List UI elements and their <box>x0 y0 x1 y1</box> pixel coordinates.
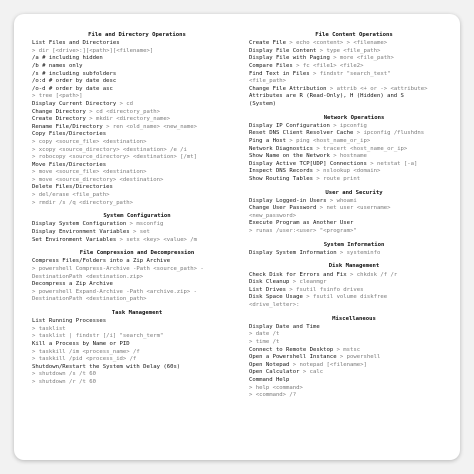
line-command: > ipconfig <box>329 122 367 129</box>
line-label: Inspect DNS Records <box>249 168 313 175</box>
line-command: > more <file_path> <box>329 55 394 62</box>
command-line <box>32 78 242 86</box>
command-line <box>249 354 459 362</box>
section-title: System Configuration <box>103 213 171 220</box>
line-label: /o:d # order by date desc <box>32 78 117 85</box>
line-command: > shutdown /r /t 60 <box>32 378 96 385</box>
command-line <box>249 324 459 332</box>
line-label: Create Directory <box>32 116 86 123</box>
line-command: > type <file_path> <box>316 47 381 54</box>
command-line <box>249 279 459 287</box>
command-line <box>249 294 459 302</box>
command-line <box>249 228 459 236</box>
line-command: > cd <box>116 100 134 107</box>
command-line <box>32 341 242 349</box>
line-command: > whoami <box>326 197 357 204</box>
line-label: Network Diagnostics <box>249 145 313 152</box>
command-line <box>249 339 459 347</box>
section-title: Task Management <box>111 310 163 317</box>
line-command: > time /t <box>249 339 280 346</box>
line-command: > msconfig <box>126 221 164 228</box>
line-label: Disk Cleanup <box>249 279 290 286</box>
command-line <box>32 116 242 124</box>
line-label: Display Environment Variables <box>32 229 130 236</box>
command-line <box>32 221 242 229</box>
command-line <box>249 93 459 101</box>
line-label: Check Disk for Errors and Fix <box>249 271 347 278</box>
line-label: Display Logged-in Users <box>249 197 327 204</box>
line-label: Connect to Remote Desktop <box>249 346 334 353</box>
command-line <box>32 139 242 147</box>
line-label: Compress Files/Folders into a Zip Archive <box>32 258 171 265</box>
command-line <box>32 356 242 364</box>
command-line <box>32 124 242 132</box>
line-label: Set Environment Variables <box>32 236 117 243</box>
command-line <box>32 162 242 170</box>
line-label: Change File Attribution <box>249 85 327 92</box>
line-command: > robocopy <source_directory> <destination> [/mt] <box>32 154 198 161</box>
line-label: Kill a Process by Name or PID <box>32 341 130 347</box>
section-title: File Compression and Decompression <box>79 250 195 257</box>
line-command: > ipconfig /flushdns <box>353 130 425 137</box>
line-label: Show Routing Tables <box>249 175 313 182</box>
line-command: > netstat [-a] <box>366 160 418 167</box>
line-command: > xcopy <source_directory> <destination> /e /i <box>32 146 187 153</box>
line-command: > del/erase <file_path> <box>32 192 110 199</box>
line-command: > chkdsk /f /r <box>346 271 398 278</box>
line-command: > copy <source_file> <destination> <box>32 138 147 145</box>
command-line <box>249 205 459 213</box>
line-label: Display File Content <box>249 47 317 54</box>
line-label: Open Calculator <box>249 369 300 376</box>
line-label: Display IP Configuration <box>249 122 330 129</box>
line-command: > set <box>129 229 150 236</box>
line-label: Display Active TCP[UDP] Connections <box>249 160 367 167</box>
line-command: > net user <username> <box>316 205 391 212</box>
command-line <box>32 184 242 192</box>
line-label: List Drives <box>249 286 287 293</box>
command-line <box>249 146 459 154</box>
command-line <box>32 40 242 48</box>
line-label: (System) <box>249 100 276 107</box>
command-line <box>32 296 242 304</box>
line-label: Display File with Paging <box>249 55 330 62</box>
line-label: Decompress a Zip Archive <box>32 281 113 288</box>
line-command: > taskkill /im <process_name> /f <box>32 348 140 355</box>
command-line <box>249 63 459 71</box>
line-command: > powershell Compress-Archive -Path <source_path> - <box>32 266 204 273</box>
section-file-compression-and-decompression <box>32 249 242 304</box>
line-command: > calc <box>299 369 324 376</box>
line-label: Move Files/Directories <box>32 161 107 168</box>
line-command: > move <source_file> <destination> <box>32 169 147 176</box>
command-line <box>32 154 242 162</box>
command-line <box>32 364 242 372</box>
command-line <box>32 281 242 289</box>
section-file-content-operations <box>249 31 459 109</box>
command-line <box>32 349 242 357</box>
line-command: > setx <key> <value> /m <box>116 236 198 243</box>
line-label: Compare Files <box>249 62 293 69</box>
line-label: Open a Powershell Instance <box>249 354 337 361</box>
line-command: <drive_letter>: <box>249 302 300 309</box>
line-command: > notepad [<filename>] <box>289 361 367 368</box>
command-line <box>249 153 459 161</box>
line-command: > help <command> <box>249 384 303 391</box>
command-line <box>32 177 242 185</box>
line-label: Display Current Directory <box>32 100 117 107</box>
line-label: Display System Information <box>249 249 337 256</box>
command-line <box>249 347 459 355</box>
section-title: Disk Management <box>328 263 380 270</box>
line-command: > cleanmgr <box>289 279 327 286</box>
line-label: Ping a Host <box>249 137 287 144</box>
command-line <box>249 55 459 63</box>
section-title: Miscellaneous <box>332 315 376 322</box>
line-label: Reset DNS Client Resolver Cache <box>249 130 354 137</box>
line-command: > tasklist <box>32 325 66 332</box>
command-line <box>249 392 459 400</box>
line-label: /a # including hidden <box>32 55 103 62</box>
section-system-information <box>249 241 459 258</box>
command-line <box>32 379 242 387</box>
command-line <box>249 213 459 221</box>
command-line <box>32 289 242 297</box>
line-label: Display System Configuration <box>32 221 127 228</box>
line-label: Delete Files/Directories <box>32 184 113 191</box>
section-title: User and Security <box>325 189 383 196</box>
right-column <box>249 31 459 405</box>
command-line <box>249 302 459 310</box>
line-command: DestinationPath <destination_path> <box>32 296 147 303</box>
line-command: <new_password> <box>249 212 297 219</box>
line-label: List Running Processes <box>32 318 107 325</box>
line-command: > mkdir <directory_name> <box>85 116 171 123</box>
line-command: > dir [<drive>:][<path>][<filename>] <box>32 47 154 54</box>
line-label: Command Help <box>249 377 290 383</box>
command-line <box>249 377 459 385</box>
line-command: > fsutil volume diskfree <box>302 294 388 301</box>
line-command: > rmdir /s /q <directory_path> <box>32 199 134 206</box>
line-command: > nslookup <domain> <box>313 168 381 175</box>
command-line <box>249 78 459 86</box>
line-command: > attrib <+ or -> <attribute> <box>326 85 428 92</box>
line-command: > fc <file1> <file2> <box>292 62 364 69</box>
command-line <box>249 71 459 79</box>
section-title: File and Directory Operations <box>88 32 186 38</box>
section-user-and-security <box>249 189 459 236</box>
command-line <box>32 101 242 109</box>
line-command: > ping <host_name_or_ip> <box>286 137 371 144</box>
command-line <box>32 192 242 200</box>
line-label: Rename File/Directory <box>32 123 103 130</box>
command-line <box>32 147 242 155</box>
left-column <box>32 31 242 392</box>
line-command: > hostname <box>329 153 367 160</box>
command-line <box>249 198 459 206</box>
command-line <box>249 272 459 280</box>
line-label: Change User Password <box>249 205 317 212</box>
command-line <box>32 131 242 139</box>
command-line <box>32 109 242 117</box>
command-line <box>249 369 459 377</box>
line-command: > move <source_directory> <destination> <box>32 176 164 183</box>
command-line <box>32 258 242 266</box>
line-label: Display Date and Time <box>249 323 320 330</box>
command-line <box>249 220 459 228</box>
line-command: > runas /user:<user> "<program>" <box>249 228 357 235</box>
section-task-management <box>32 309 242 387</box>
line-command: <file_path> <box>249 78 287 85</box>
section-disk-management <box>249 262 459 309</box>
command-line <box>249 48 459 56</box>
line-label: Show Name on the Network <box>249 153 330 160</box>
line-label: Execute Program as Another User <box>249 220 354 227</box>
line-label: Find Text in Files <box>249 70 310 77</box>
command-line <box>249 123 459 131</box>
command-line <box>32 93 242 101</box>
line-command: > tasklist | findstr [/i] "search_term" <box>32 333 164 340</box>
command-line <box>32 86 242 94</box>
command-line <box>32 71 242 79</box>
command-line <box>249 385 459 393</box>
line-command: > findstr "search_text" <box>309 70 391 77</box>
section-title: System Information <box>323 241 385 248</box>
command-line <box>249 130 459 138</box>
command-line <box>32 318 242 326</box>
command-line <box>32 274 242 282</box>
command-line <box>249 362 459 370</box>
command-line <box>32 266 242 274</box>
line-command: > powershell <box>336 354 381 361</box>
line-label: Copy Files/Directories <box>32 131 107 138</box>
line-command: > shutdown /s /t 60 <box>32 371 96 378</box>
command-line <box>32 229 242 237</box>
line-command: > ren <old_name> <new_name> <box>102 123 198 130</box>
line-label: /o-d # order by date asc <box>32 85 113 92</box>
line-label: /b # names only <box>32 62 83 69</box>
line-label: Attributes are R (Read-Only), H (Hidden) and S <box>249 93 404 100</box>
command-line <box>249 101 459 109</box>
line-label: List Files and Directories <box>32 40 120 47</box>
command-line <box>249 40 459 48</box>
line-command: > route print <box>313 175 361 182</box>
line-command: DestinationPath <destination.zip> <box>32 273 144 280</box>
command-line <box>249 161 459 169</box>
line-command: > <command> /? <box>249 392 297 399</box>
command-line <box>249 287 459 295</box>
line-label: Create File <box>249 40 287 47</box>
section-title: File Content Operations <box>315 32 393 38</box>
line-command: > tracert <host_name_or_ip> <box>313 145 408 152</box>
command-line <box>32 237 242 245</box>
command-line <box>249 176 459 184</box>
section-system-configuration <box>32 212 242 244</box>
line-label: Disk Space Usage <box>249 294 303 301</box>
line-command: > systeminfo <box>336 249 381 256</box>
command-line <box>249 331 459 339</box>
cheat-sheet-card <box>14 14 460 460</box>
command-line <box>32 200 242 208</box>
command-line <box>249 250 459 258</box>
command-line <box>249 138 459 146</box>
line-command: > mstsc <box>333 346 361 353</box>
line-command: > taskkill /pid <process_id> /f <box>32 356 137 363</box>
command-line <box>32 326 242 334</box>
line-label: Open Notepad <box>249 361 290 368</box>
line-command: > powershell Expand-Archive -Path <archive.zip> - <box>32 288 198 295</box>
line-command: > tree [<path>] <box>32 93 83 100</box>
line-command: > fsutil fsinfo drives <box>286 286 364 293</box>
command-line <box>32 333 242 341</box>
line-label: Change Directory <box>32 108 86 115</box>
command-line <box>32 48 242 56</box>
command-line <box>32 371 242 379</box>
command-line <box>249 168 459 176</box>
line-label: /s # including subfolders <box>32 70 117 77</box>
section-title: Network Operations <box>323 114 385 121</box>
command-line <box>32 169 242 177</box>
line-command: > cd <directory_path> <box>85 108 160 115</box>
section-network-operations <box>249 114 459 184</box>
command-line <box>249 86 459 94</box>
line-command: > date /t <box>249 331 280 338</box>
section-file-and-directory-operations <box>32 31 242 207</box>
command-line <box>32 55 242 63</box>
command-line <box>32 63 242 71</box>
line-command: > echo <content> > <filename> <box>286 40 388 47</box>
section-miscellaneous <box>249 315 459 400</box>
line-label: Shutdown/Restart the System with Delay (60s) <box>32 363 181 370</box>
